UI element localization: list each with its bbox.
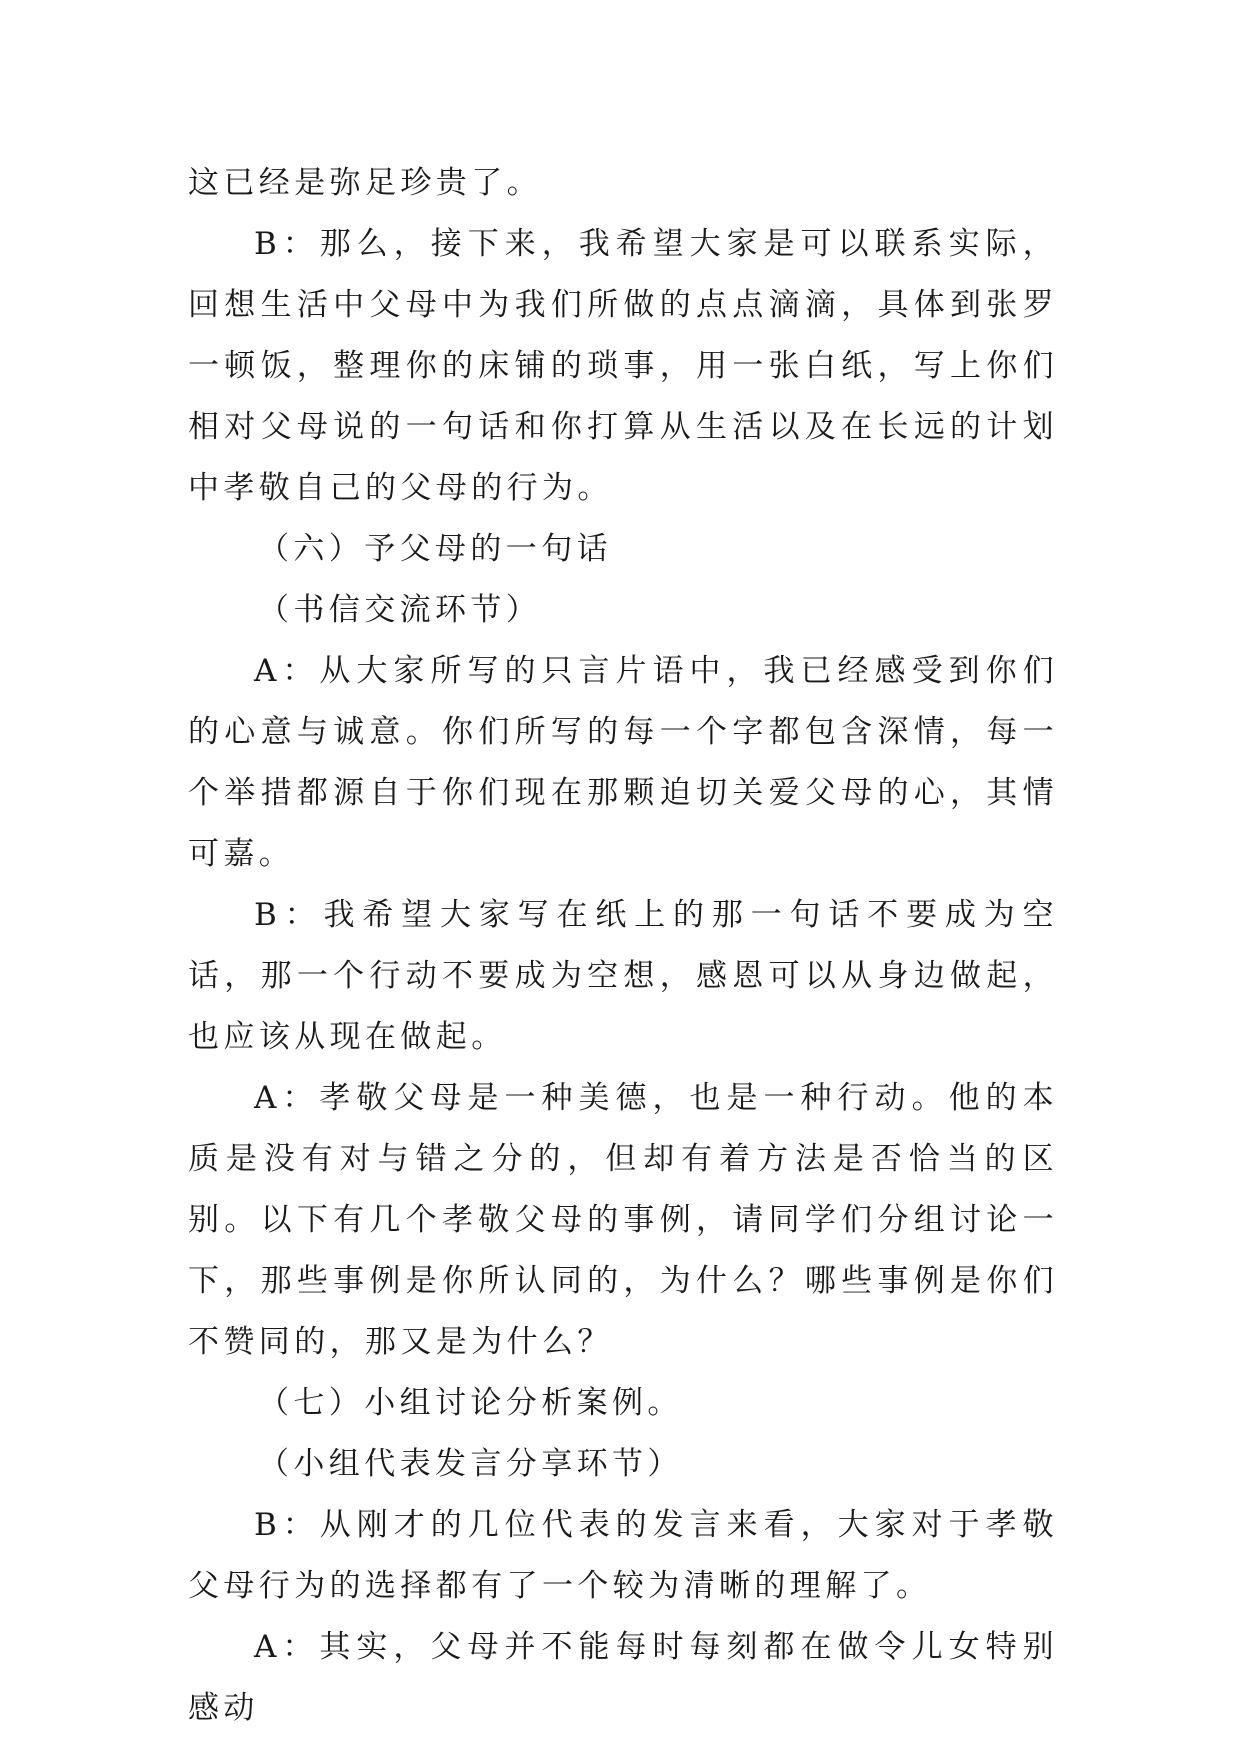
section-note-letter-exchange: （书信交流环节）: [258, 592, 542, 628]
dialogue-paragraph-a-2: A：孝敬父母是一种美德，也是一种行动。他的本质是没有对与错之分的，但却有着方法是否恰当的区别。以下有几个孝敬父母的事例，请同学们分组讨论一下，那些事例是你所认同的，为什么？哪些事例是你们不赞同的，那又是为什么？: [188, 1080, 1058, 1360]
dialogue-paragraph-a-1: A：从大家所写的只言片语中，我已经感受到你们的心意与诚意。你们所写的每一个字都包含深情，每一个举措都源自于你们现在那颗迫切关爱父母的心，其情可嘉。: [188, 653, 1058, 872]
dialogue-paragraph-b-3: B：从刚才的几位代表的发言来看，大家对于孝敬父母行为的选择都有了一个较为清晰的理解了。: [188, 1507, 1058, 1604]
dialogue-paragraph-b-1: B：那么，接下来，我希望大家是可以联系实际，回想生活中父母中为我们所做的点点滴滴，具体到张罗一顿饭，整理你的床铺的琐事，用一张白纸，写上你们相对父母说的一句话和你打算从生活以及在长远的计划中孝敬自己的父母的行为。: [188, 226, 1058, 506]
paragraph-continuation: 这已经是弥足珍贵了。: [188, 165, 542, 201]
section-heading-7: （七）小组讨论分析案例。: [258, 1385, 683, 1421]
section-note-group-sharing: （小组代表发言分享环节）: [258, 1446, 683, 1482]
document-body: [188, 153, 1058, 1739]
section-heading-6: （六）予父母的一句话: [258, 531, 612, 567]
dialogue-paragraph-b-2: B：我希望大家写在纸上的那一句话不要成为空话，那一个行动不要成为空想，感恩可以从身边做起，也应该从现在做起。: [188, 897, 1058, 1055]
dialogue-paragraph-a-3: A：其实，父母并不能每时每刻都在做令儿女特别感动: [188, 1629, 1058, 1726]
